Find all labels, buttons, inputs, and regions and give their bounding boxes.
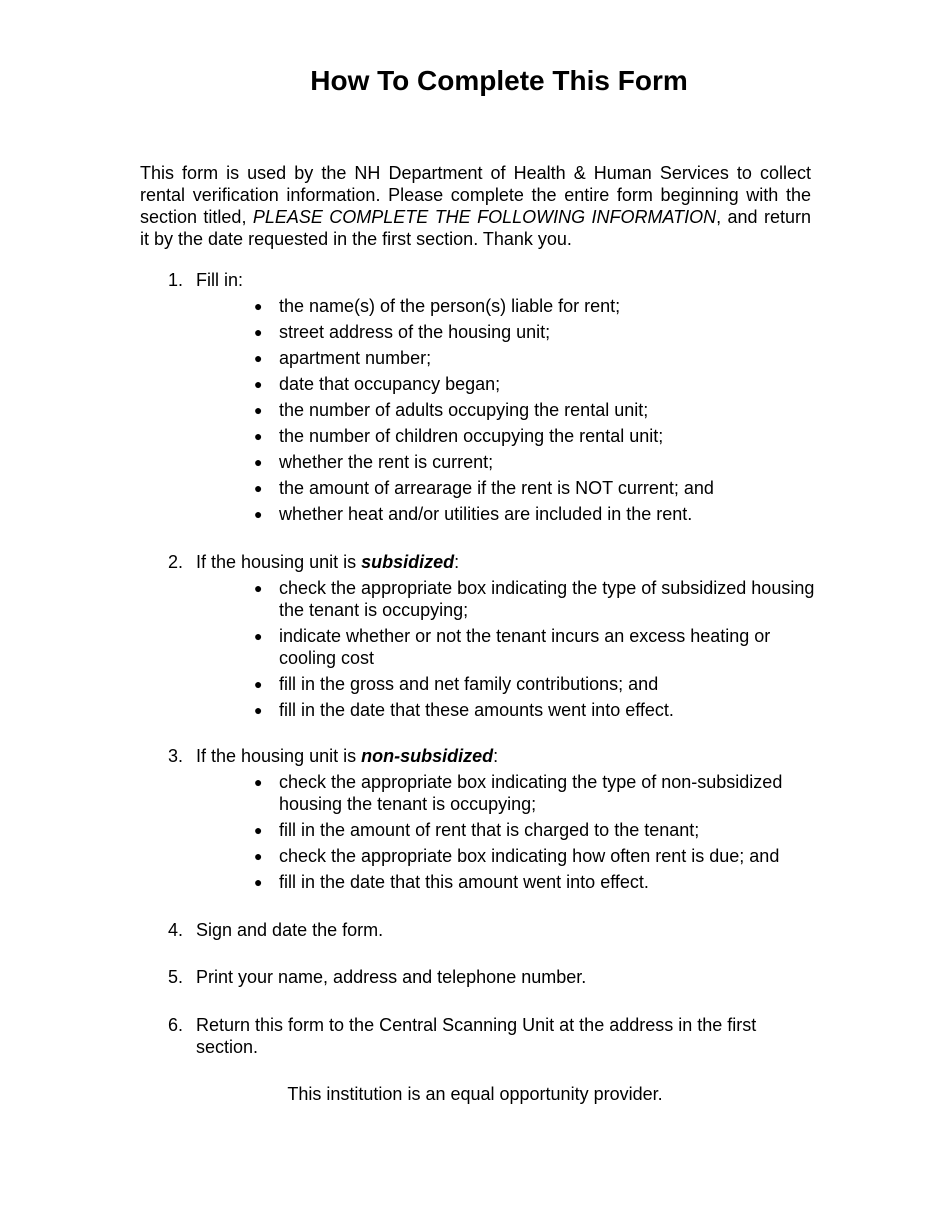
list-item-text: indicate whether or not the tenant incurs an excess heating or cooling cost	[279, 626, 771, 668]
bullet-icon: ●	[254, 454, 263, 470]
step-2-bullet-list	[252, 577, 822, 725]
step-text	[196, 745, 816, 767]
bullet-icon: ●	[254, 298, 263, 314]
intro-text-2: , and return it by the date requested in the first section. Thank you.	[140, 207, 811, 249]
list-item	[252, 477, 822, 499]
list-item-text: the number of adults occupying the rental unit;	[279, 400, 649, 420]
step-emphasis: subsidized	[361, 552, 455, 572]
list-item-text: whether heat and/or utilities are included in the rent.	[279, 504, 693, 524]
step-number: 1.	[168, 270, 184, 290]
footer-statement: This institution is an equal opportunity provider.	[287, 1084, 663, 1104]
step-text-suffix: :	[493, 746, 499, 766]
list-item	[252, 503, 822, 525]
list-item-text: whether the rent is current;	[279, 452, 494, 472]
list-item	[252, 399, 822, 421]
intro-section-name: PLEASE COMPLETE THE FOLLOWING INFORMATION	[252, 207, 717, 227]
step-3-bullet-list	[252, 771, 822, 897]
list-item-text: the name(s) of the person(s) liable for rent;	[279, 296, 621, 316]
list-item-text: check the appropriate box indicating the type of non-subsidized housing the tenant is occupying;	[279, 772, 783, 814]
list-item-text: check the appropriate box indicating how often rent is due; and	[279, 846, 780, 866]
list-item	[252, 625, 822, 669]
list-item	[252, 295, 822, 317]
step-number: 4.	[168, 920, 184, 940]
list-item	[252, 699, 822, 721]
bullet-icon: ●	[254, 702, 263, 718]
list-item	[252, 321, 822, 343]
list-item-text: the amount of arrearage if the rent is NOT current; and	[279, 478, 714, 498]
bullet-icon: ●	[254, 376, 263, 392]
step-number: 5.	[168, 967, 184, 987]
bullet-icon: ●	[254, 822, 263, 838]
list-item-text: apartment number;	[279, 348, 432, 368]
step-text: Return this form to the Central Scanning Unit at the address in the first section.	[196, 1015, 757, 1057]
list-item-text: fill in the gross and net family contributions; and	[279, 674, 659, 694]
bullet-icon: ●	[254, 350, 263, 366]
step-text-prefix: If the housing unit is	[196, 746, 362, 766]
step-1-bullet-list	[252, 295, 822, 529]
step-text-prefix: If the housing unit is	[196, 552, 362, 572]
list-item	[252, 673, 822, 695]
list-item	[252, 819, 822, 841]
list-item-text: the number of children occupying the rental unit;	[279, 426, 664, 446]
bullet-icon: ●	[254, 676, 263, 692]
page-title: How To Complete This Form	[310, 65, 688, 96]
step-number: 2.	[168, 552, 184, 572]
bullet-icon: ●	[254, 848, 263, 864]
bullet-icon: ●	[254, 506, 263, 522]
step-text-suffix: :	[454, 552, 460, 572]
bullet-icon: ●	[254, 324, 263, 340]
list-item	[252, 347, 822, 369]
intro-text-1: This form is used by the NH Department of Health & Human Services to collect rental verification information. Please complete the entire form beginning with the section titled,	[140, 163, 811, 227]
list-item-text: street address of the housing unit;	[279, 322, 551, 342]
bullet-icon: ●	[254, 628, 263, 644]
list-item	[252, 845, 822, 867]
step-text: Print your name, address and telephone number.	[196, 967, 587, 987]
list-item-text: date that occupancy began;	[279, 374, 501, 394]
step-text: Fill in:	[196, 270, 244, 290]
bullet-icon: ●	[254, 402, 263, 418]
list-item	[252, 425, 822, 447]
bullet-icon: ●	[254, 774, 263, 790]
list-item	[252, 451, 822, 473]
list-item-text: fill in the amount of rent that is charged to the tenant;	[279, 820, 700, 840]
list-item	[252, 577, 822, 621]
list-item	[252, 771, 822, 815]
bullet-icon: ●	[254, 874, 263, 890]
step-text: Sign and date the form.	[196, 920, 384, 940]
step-text	[196, 551, 816, 573]
intro-paragraph	[140, 162, 811, 250]
bullet-icon: ●	[254, 428, 263, 444]
list-item	[252, 373, 822, 395]
bullet-icon: ●	[254, 580, 263, 596]
list-item-text: fill in the date that these amounts went into effect.	[279, 700, 674, 720]
list-item-text: check the appropriate box indicating the type of subsidized housing the tenant is occupying;	[279, 578, 815, 620]
list-item-text: fill in the date that this amount went into effect.	[279, 872, 649, 892]
step-number: 6.	[168, 1015, 184, 1035]
bullet-icon: ●	[254, 480, 263, 496]
list-item	[252, 871, 822, 893]
step-emphasis: non-subsidized	[361, 746, 494, 766]
step-number: 3.	[168, 746, 184, 766]
